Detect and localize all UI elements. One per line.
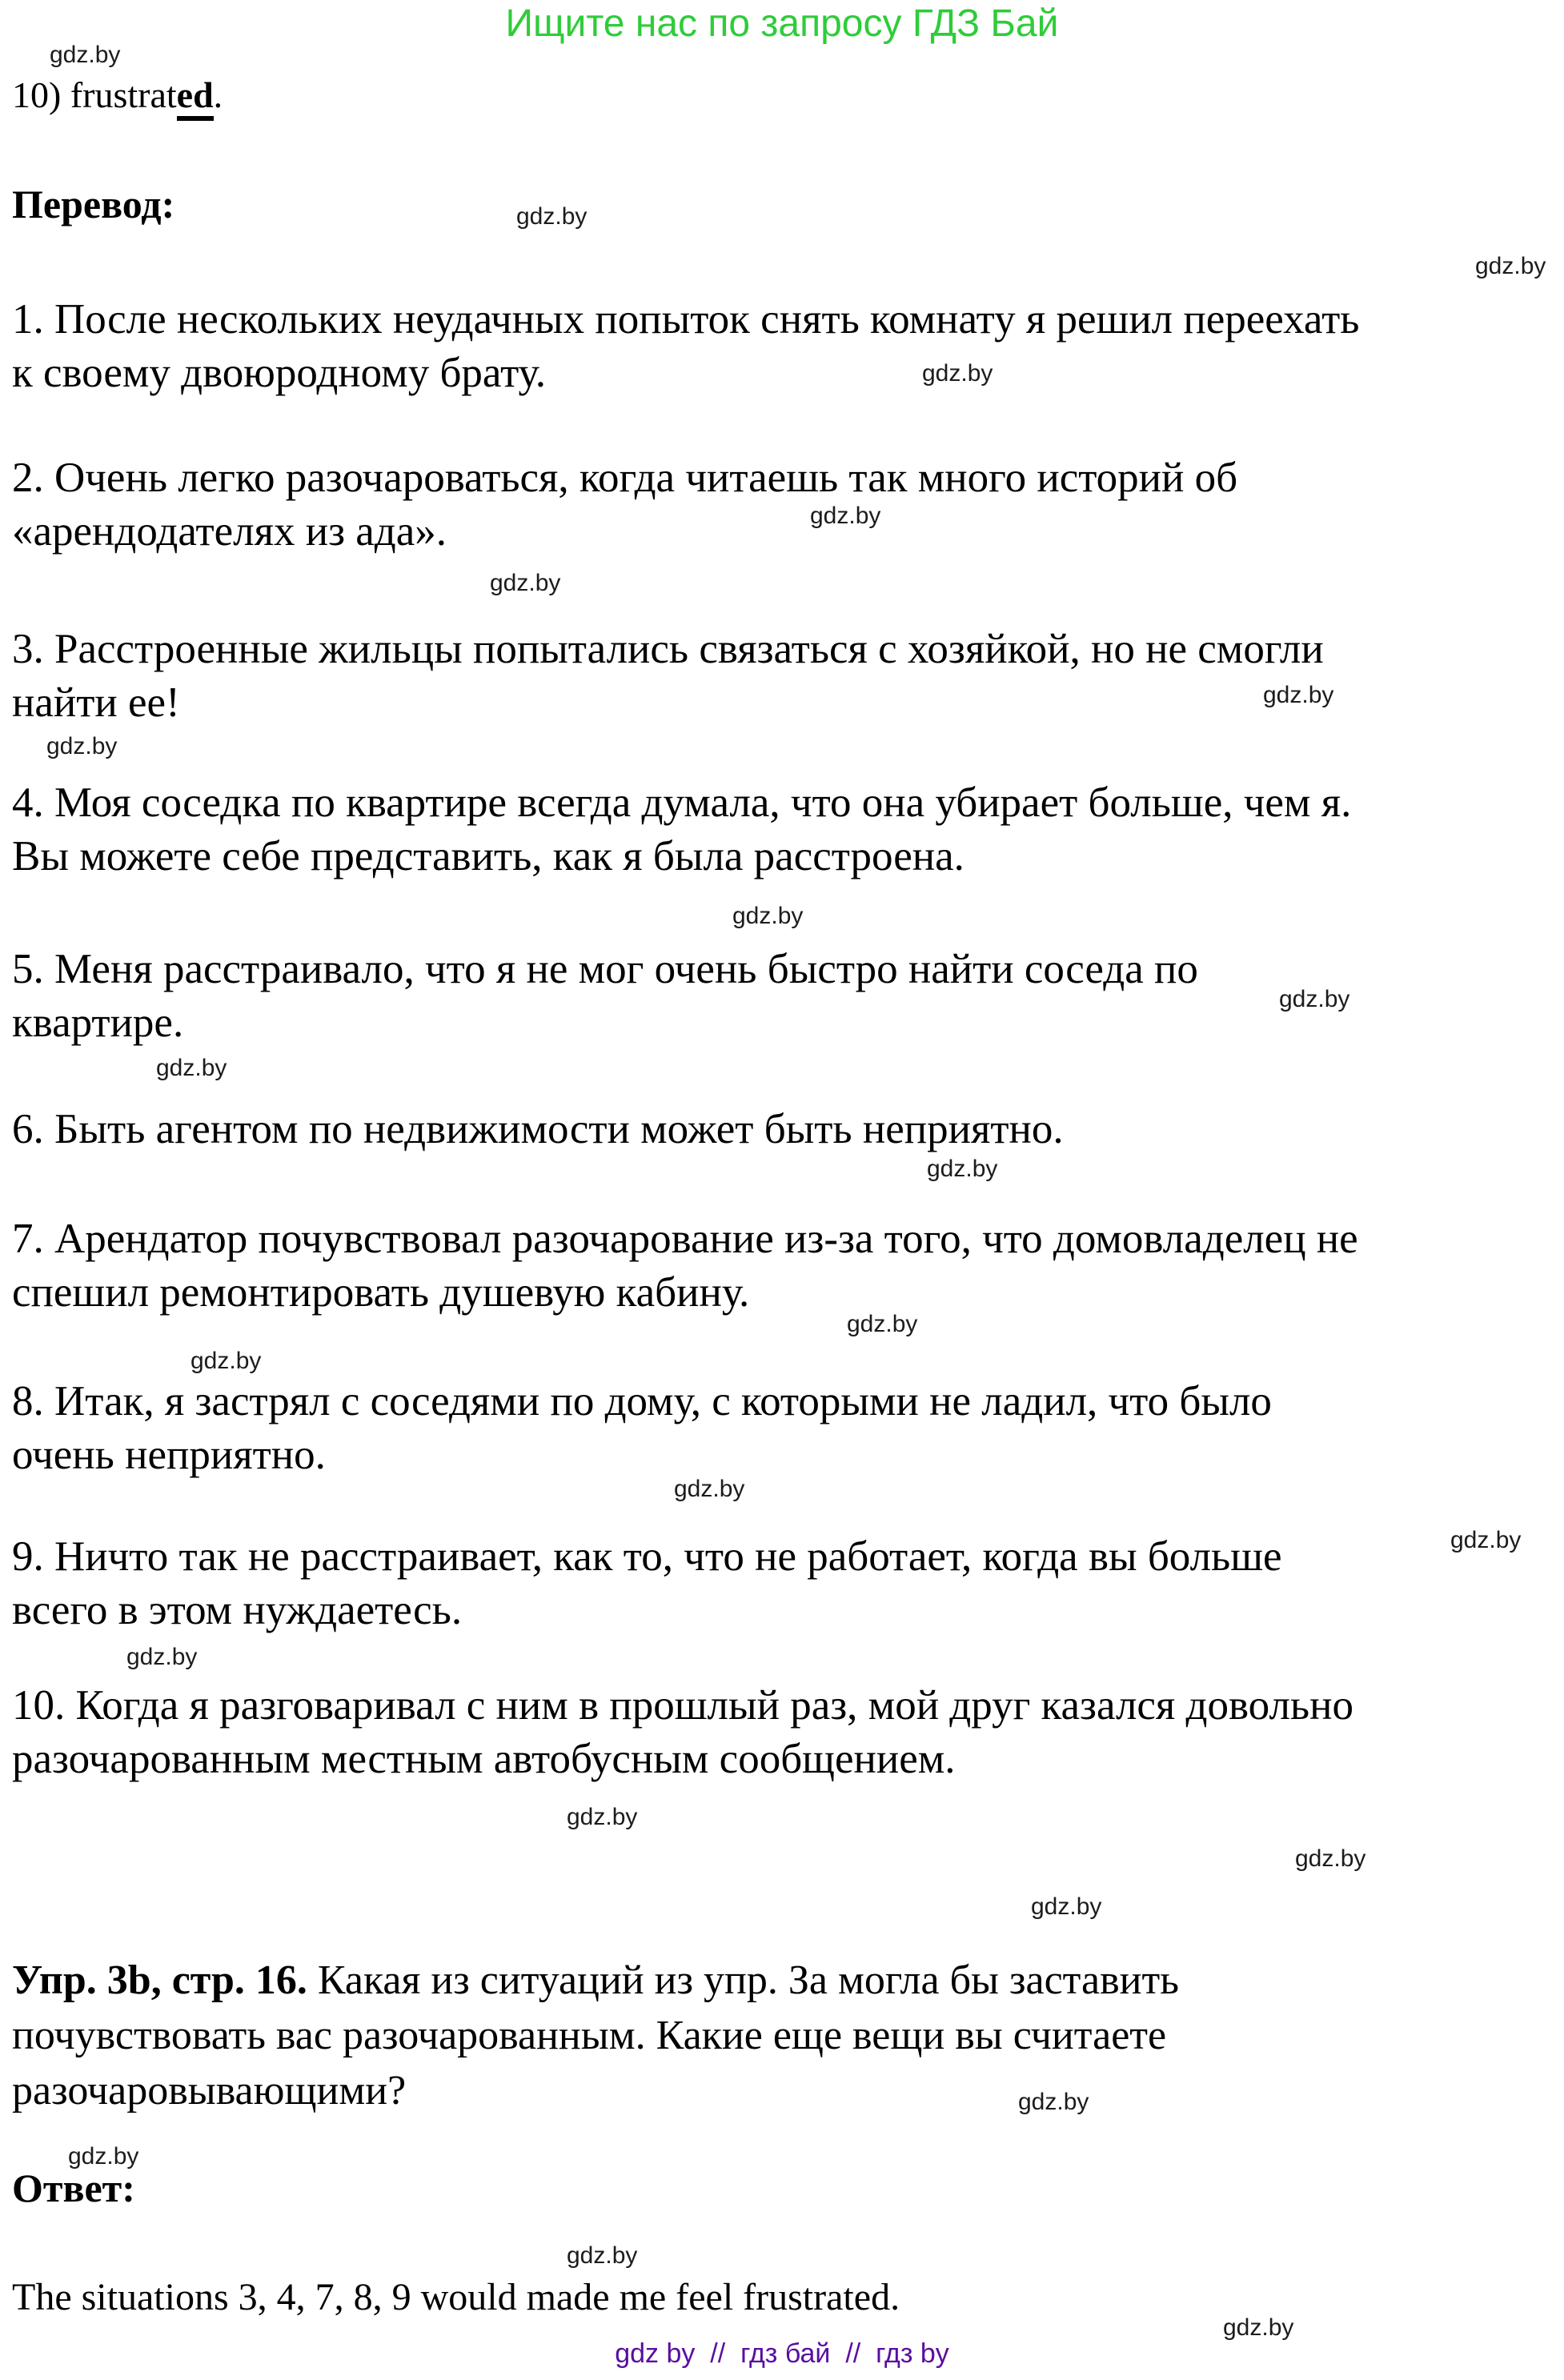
translation-line: очень неприятно. xyxy=(12,1432,326,1478)
word-suffix: . xyxy=(213,74,223,115)
translation-line: 1. После нескольких неудачных попыток снять комнату я решил переехать xyxy=(12,296,1360,343)
translation-heading: Перевод: xyxy=(12,182,175,226)
translation-item-10 xyxy=(12,1679,1353,1786)
gdz-watermark: gdz.by xyxy=(1223,2314,1294,2341)
translation-line: квартире. xyxy=(12,1000,184,1046)
translation-line: 10. Когда я разговаривал с ним в прошлый раз, мой друг казался довольно xyxy=(12,1682,1353,1729)
promo-banner: Ищите нас по запросу ГДЗ Бай xyxy=(505,2,1059,45)
exercise-heading xyxy=(12,1953,1179,2118)
translation-item-6 xyxy=(12,1103,1064,1156)
translation-line: 2. Очень легко разочароваться, когда читаешь так много историй об xyxy=(12,455,1238,501)
gdz-watermark: gdz.by xyxy=(1295,1845,1366,1872)
gdz-watermark: gdz.by xyxy=(1263,682,1334,708)
exercise-heading-line xyxy=(12,1953,1179,2008)
gdz-watermark: gdz.by xyxy=(567,1804,638,1830)
translation-line: 3. Расстроенные жильцы попытались связаться с хозяйкой, но не смогли xyxy=(12,626,1324,672)
gdz-watermark: gdz.by xyxy=(1279,986,1350,1012)
translation-item-4 xyxy=(12,776,1351,883)
word-prefix: 10) frustrat xyxy=(12,74,177,115)
answer-heading: Ответ: xyxy=(12,2166,135,2210)
gdz-watermark: gdz.by xyxy=(810,503,881,529)
gdz-watermark: gdz.by xyxy=(1018,2089,1089,2115)
gdz-watermark: gdz.by xyxy=(68,2143,139,2170)
translation-line: 6. Быть агентом по недвижимости может быть неприятно. xyxy=(12,1106,1064,1152)
gdz-watermark: gdz.by xyxy=(1475,253,1546,279)
exercise-heading-line: разочаровывающими? xyxy=(12,2068,407,2114)
translation-line: «арендодателях из ада». xyxy=(12,508,447,555)
word-item-frustrated xyxy=(12,74,223,116)
gdz-watermark: gdz.by xyxy=(50,42,121,68)
gdz-watermark: gdz.by xyxy=(567,2242,638,2269)
translation-line: найти ее! xyxy=(12,679,180,726)
gdz-watermark: gdz.by xyxy=(190,1348,262,1374)
gdz-watermark: gdz.by xyxy=(1031,1893,1102,1920)
translation-line: разочарованным местным автобусным сообщением. xyxy=(12,1736,956,1782)
translation-item-2 xyxy=(12,451,1237,559)
translation-line: 7. Арендатор почувствовал разочарование из-за того, что домовладелец не xyxy=(12,1216,1358,1262)
site-footer: gdz by // гдз бай // гдз by xyxy=(615,2338,949,2369)
translation-item-5 xyxy=(12,943,1198,1050)
translation-line: 4. Моя соседка по квартире всегда думала, что она убирает больше, чем я. xyxy=(12,779,1352,826)
gdz-watermark: gdz.by xyxy=(1450,1527,1522,1553)
gdz-watermark: gdz.by xyxy=(126,1644,198,1670)
gdz-watermark: gdz.by xyxy=(156,1055,227,1081)
translation-item-7 xyxy=(12,1212,1358,1320)
gdz-watermark: gdz.by xyxy=(922,360,993,387)
translation-line: к своему двоюродному брату. xyxy=(12,350,546,396)
translation-line: 8. Итак, я застрял с соседями по дому, с которыми не ладил, что было xyxy=(12,1378,1272,1424)
translation-item-8 xyxy=(12,1375,1272,1482)
gdz-watermark: gdz.by xyxy=(847,1311,918,1337)
translation-line: всего в этом нуждаетесь. xyxy=(12,1587,463,1633)
word-ending-highlight: ed xyxy=(177,74,214,121)
gdz-watermark: gdz.by xyxy=(490,570,561,596)
gdz-watermark: gdz.by xyxy=(46,733,118,759)
exercise-heading-line: почувствовать вас разочарованным. Какие еще вещи вы считаете xyxy=(12,2013,1167,2058)
exercise-number: Упр. 3b, стр. 16. xyxy=(12,1957,307,2003)
translation-line: 9. Ничто так не расстраивает, как то, что не работает, когда вы больше xyxy=(12,1533,1282,1580)
gdz-watermark: gdz.by xyxy=(674,1476,745,1502)
exercise-question-part1: Какая из ситуаций из упр. За могла бы заставить xyxy=(307,1957,1179,2003)
translation-line: Вы можете себе представить, как я была расстроена. xyxy=(12,833,964,879)
translation-item-1 xyxy=(12,293,1359,400)
gdz-watermark: gdz.by xyxy=(927,1156,998,1182)
translation-line: спешил ремонтировать душевую кабину. xyxy=(12,1269,750,1316)
gdz-watermark: gdz.by xyxy=(516,203,588,230)
translation-item-3 xyxy=(12,623,1324,730)
gdz-watermark: gdz.by xyxy=(732,903,804,929)
answer-text: The situations 3, 4, 7, 8, 9 would made me feel frustrated. xyxy=(12,2276,900,2318)
translation-item-9 xyxy=(12,1530,1282,1637)
translation-line: 5. Меня расстраивало, что я не мог очень быстро найти соседа по xyxy=(12,946,1198,992)
